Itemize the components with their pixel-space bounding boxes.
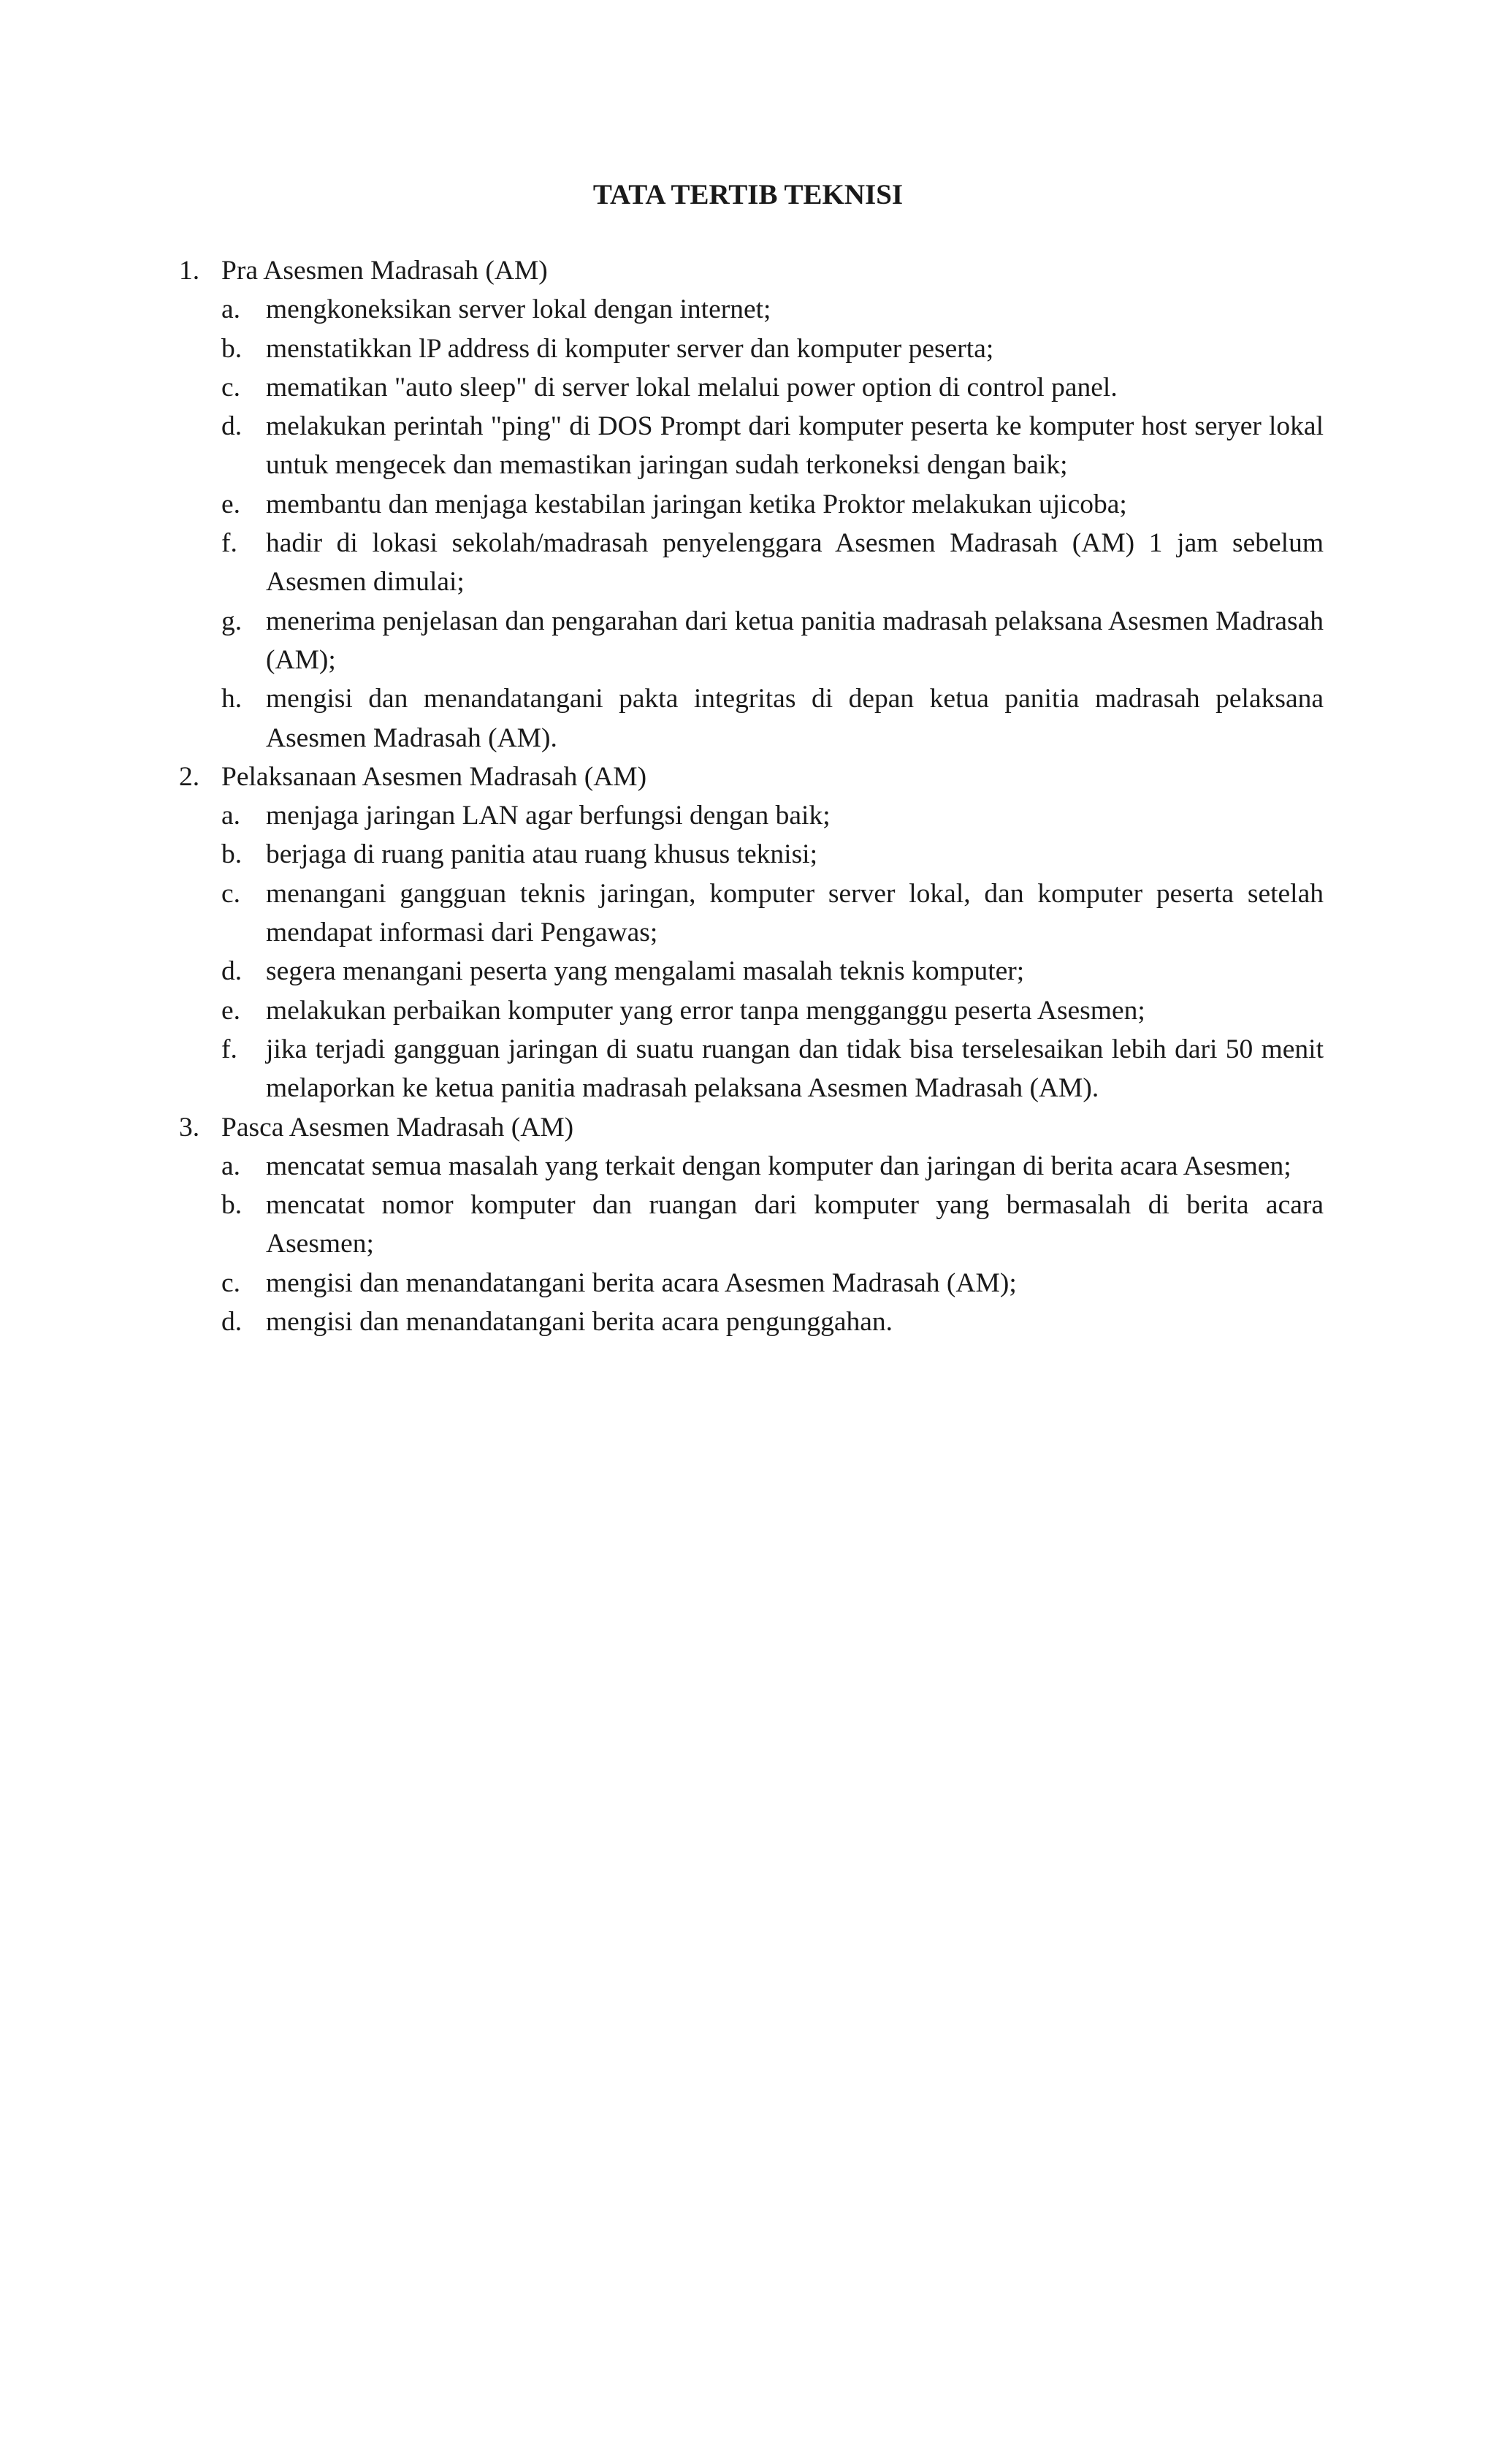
item-marker: d. xyxy=(221,956,243,987)
list-item xyxy=(221,524,1324,602)
item-marker: d. xyxy=(221,411,243,442)
item-text: mengkoneksikan server lokal dengan internet; xyxy=(266,294,771,325)
item-text: hadir di lokasi sekolah/madrasah penyelenggara Asesmen Madrasah (AM) 1 jam sebelum Asesmen dimulai; xyxy=(266,528,1324,598)
item-marker: a. xyxy=(221,801,241,831)
item-marker: c. xyxy=(221,372,241,403)
item-text: berjaga di ruang panitia atau ruang khusus teknisi; xyxy=(266,839,817,870)
item-text: menstatikkan lP address di komputer server dan komputer peserta; xyxy=(266,333,994,364)
section-number: 2. xyxy=(179,761,200,792)
section-pra-asesmen xyxy=(179,251,1324,758)
list-item xyxy=(221,952,1324,991)
section-number: 1. xyxy=(179,256,200,286)
item-text: mengisi dan menandatangani berita acara Asesmen Madrasah (AM); xyxy=(266,1267,1017,1298)
item-marker: a. xyxy=(221,1151,241,1181)
item-text: melakukan perbaikan komputer yang error tanpa mengganggu peserta Asesmen; xyxy=(266,995,1145,1026)
item-text: mematikan "auto sleep" di server lokal melalui power option di control panel. xyxy=(266,372,1118,403)
item-marker: c. xyxy=(221,878,241,909)
list-item xyxy=(221,407,1324,485)
item-marker: b. xyxy=(221,839,243,870)
list-item xyxy=(221,1030,1324,1108)
item-marker: f. xyxy=(221,528,237,559)
item-list xyxy=(221,796,1324,1107)
section-heading: Pra Asesmen Madrasah (AM) xyxy=(221,256,548,286)
item-marker: g. xyxy=(221,606,243,636)
section-pelaksanaan xyxy=(179,758,1324,1108)
list-item xyxy=(221,835,1324,874)
document-title: TATA TERTIB TEKNISI xyxy=(592,179,904,210)
item-marker: a. xyxy=(221,294,241,325)
item-text: menerima penjelasan dan pengarahan dari ketua panitia madrasah pelaksana Asesmen Madrasah (AM); xyxy=(266,606,1324,675)
list-item xyxy=(221,874,1324,953)
list-item xyxy=(221,991,1324,1030)
list-item xyxy=(221,679,1324,758)
item-text: mengisi dan menandatangani berita acara pengunggahan. xyxy=(266,1307,893,1338)
item-marker: e. xyxy=(221,995,241,1026)
list-item xyxy=(221,290,1324,329)
item-marker: b. xyxy=(221,1190,243,1221)
item-list xyxy=(221,1147,1324,1341)
item-text: melakukan perintah "ping" di DOS Prompt dari komputer peserta ke komputer host seryer lokal untuk mengecek dan memastikan jaringan sudah terkoneksi dengan baik; xyxy=(266,411,1324,481)
section-number: 3. xyxy=(179,1112,200,1143)
item-text: menjaga jaringan LAN agar berfungsi dengan baik; xyxy=(266,801,831,831)
list-item xyxy=(221,485,1324,524)
item-marker: c. xyxy=(221,1267,241,1298)
item-marker: d. xyxy=(221,1307,243,1338)
item-text: jika terjadi gangguan jaringan di suatu ruangan dan tidak bisa terselesaikan lebih dari 50 menit melaporkan ke ketua panitia madrasah pelaksana Asesmen Madrasah (AM). xyxy=(266,1034,1324,1104)
item-marker: b. xyxy=(221,333,243,364)
item-text: membantu dan menjaga kestabilan jaringan ketika Proktor melakukan ujicoba; xyxy=(266,489,1127,519)
item-list xyxy=(221,290,1324,758)
item-text: segera menangani peserta yang mengalami masalah teknis komputer; xyxy=(266,956,1025,987)
item-text: mengisi dan menandatangani pakta integritas di depan ketua panitia madrasah pelaksana Asesmen Madrasah (AM). xyxy=(266,684,1324,753)
item-marker: f. xyxy=(221,1034,237,1064)
list-item xyxy=(221,1186,1324,1264)
list-item xyxy=(221,1147,1324,1186)
list-item xyxy=(221,329,1324,368)
item-marker: h. xyxy=(221,684,243,714)
list-item xyxy=(221,368,1324,407)
item-marker: e. xyxy=(221,489,241,519)
section-list xyxy=(179,251,1324,1341)
item-text: menangani gangguan teknis jaringan, komputer server lokal, dan komputer peserta setelah mendapat informasi dari Pengawas; xyxy=(266,878,1324,948)
section-heading: Pelaksanaan Asesmen Madrasah (AM) xyxy=(221,761,647,792)
list-item xyxy=(221,602,1324,680)
item-text: mencatat nomor komputer dan ruangan dari komputer yang bermasalah di berita acara Asesmen; xyxy=(266,1190,1324,1259)
list-item xyxy=(221,1302,1324,1341)
list-item xyxy=(221,1264,1324,1302)
section-heading: Pasca Asesmen Madrasah (AM) xyxy=(221,1112,574,1143)
section-pasca-asesmen xyxy=(179,1108,1324,1342)
list-item xyxy=(221,796,1324,835)
item-text: mencatat semua masalah yang terkait dengan komputer dan jaringan di berita acara Asesmen; xyxy=(266,1151,1291,1181)
